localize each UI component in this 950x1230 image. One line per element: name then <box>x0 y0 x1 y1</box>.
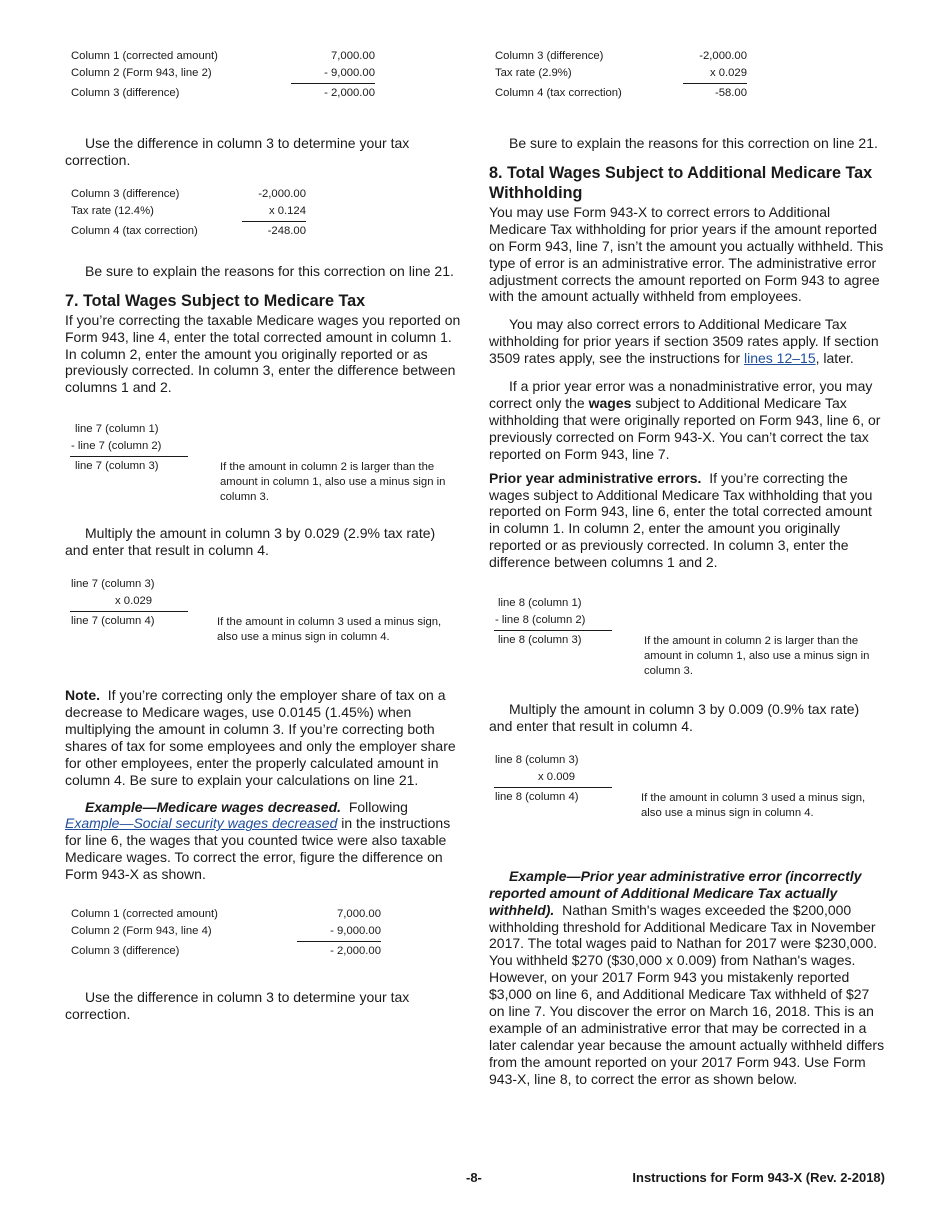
row-label: Tax rate (2.9%) <box>495 67 572 79</box>
formula-result: line 7 (column 3) <box>75 460 159 473</box>
calc-table-tax-correction <box>65 179 306 237</box>
paragraph-explain-reasons: Be sure to explain the reasons for this correction on line 21. <box>509 135 878 151</box>
formula-rule <box>70 611 188 612</box>
table-row <box>489 85 747 102</box>
row-label: Column 3 (difference) <box>495 50 604 62</box>
formula-line-1: line 8 (column 3) <box>495 753 579 766</box>
example-title: Example—Prior year administrative error (incorrectly reported amount of Additional Medicare Tax actually withheld). <box>489 867 862 918</box>
calc-table-medicare-wages-decreased <box>65 901 381 963</box>
nonadmin-post: subject to Additional Medicare Tax withholding that were originally reported on Form 943, line 6, or previously corrected on Form 943-X. You can’t correct the tax reported on Form 943, line 7. <box>489 394 881 462</box>
table-row <box>65 65 375 82</box>
sum-rule <box>683 83 747 84</box>
example-text: Nathan Smith's wages exceeded the $200,000 withholding threshold for Additional Medicare Tax in November 2017. The total wages paid to Nathan for 2017 were $230,000. You withheld $270 ($30,000 x 0.009) from Nathan's wages. However, on your 2017 Form 943 you mistakenly reported $3,000 on line 6, and Additional Medicare Tax withheld of $27 on line 7. You discover the error on March 16, 2018. This is an example of an administrative error that may be corrected in a later calendar year because the amount actually withheld differs from the amount reported on your 2017 Form 943. Use Form 943-X, line 8, to correct the error as shown below. <box>489 901 885 1087</box>
prior-label: Prior year administrative errors. <box>489 469 702 486</box>
note-label: Note. <box>65 687 100 704</box>
page-number: -8- <box>466 1170 482 1185</box>
table-row <box>489 65 747 82</box>
paragraph-use-difference: Use the difference in column 3 to determine your tax correction. <box>65 135 410 168</box>
example-pre: Following <box>348 798 408 815</box>
row-value: 7,000.00 <box>337 908 381 921</box>
paragraph-explain-reasons: Be sure to explain the reasons for this correction on line 21. <box>85 262 454 279</box>
formula-result: line 7 (column 4) <box>71 615 155 628</box>
row-label: Column 4 (tax correction) <box>495 87 622 99</box>
table-row <box>65 943 381 960</box>
row-label: Column 4 (tax correction) <box>71 224 198 237</box>
sum-rule <box>242 221 306 222</box>
row-label: Column 3 (difference) <box>71 187 180 200</box>
formula-block-line8-column3 <box>489 590 885 682</box>
row-value: 7,000.00 <box>331 50 375 62</box>
example-title: Example—Medicare wages decreased. <box>85 798 342 815</box>
formula-result: line 8 (column 3) <box>498 634 582 647</box>
section-7-heading: 7. Total Wages Subject to Medicare Tax <box>65 291 366 310</box>
example-prior-year-paragraph <box>489 868 885 1088</box>
para-3509-pre: You may also correct errors to Additional Medicare Tax withholding for prior years if section 3509 rates apply. If section 3509 rates apply, see the instructions for <box>489 316 879 367</box>
row-label: Column 1 (corrected amount) <box>71 908 218 921</box>
section-8-heading: 8. Total Wages Subject to Additional Medicare Tax Withholding <box>489 163 873 202</box>
table-row <box>65 85 375 102</box>
formula-rule <box>494 787 612 788</box>
formula-note: If the amount in column 2 is larger than the amount in column 1, also use a minus sign in column 3. <box>220 461 446 504</box>
table-row <box>65 203 306 220</box>
formula-block-line7-column4 <box>65 574 461 658</box>
paragraph-nonadministrative-error <box>489 378 885 463</box>
table-row <box>65 923 381 940</box>
prior-year-admin-errors-paragraph <box>489 470 885 571</box>
formula-line-2: - line 8 (column 2) <box>495 614 586 627</box>
row-label: Column 3 (difference) <box>71 945 180 958</box>
formula-line-2: - line 7 (column 2) <box>71 440 162 453</box>
row-value: -248.00 <box>267 224 306 237</box>
calc-table-medicare-difference <box>65 40 375 102</box>
note-text: If you’re correcting only the employer share of tax on a decrease to Medicare wages, use 0.0145 (1.45%) when multiplying the amount in column 3. If you’re correcting both shares of tax for some employees and only the employer share for other employees, enter the properly calculated amount in column 4. Be sure to explain your calculations on line 21. <box>65 687 456 788</box>
formula-rule <box>494 630 612 631</box>
paragraph-use-difference-2: Use the difference in column 3 to determine your tax correction. <box>65 989 410 1022</box>
formula-line-2: x 0.009 <box>538 770 576 783</box>
row-value: - 9,000.00 <box>330 925 381 938</box>
nonadmin-pre: If a prior year error was a nonadministrative error, you may correct only the <box>489 378 873 411</box>
example-post: in the instructions for line 6, the wages that you counted twice were also taxable Medicare wages. To correct the error, figure the difference on Form 943-X as shown. <box>65 815 451 883</box>
calc-table-medicare-tax-correction <box>489 40 747 102</box>
row-value: - 2,000.00 <box>324 87 375 99</box>
note-paragraph <box>65 687 461 788</box>
formula-result: line 8 (column 4) <box>495 790 579 803</box>
left-column <box>65 40 461 1023</box>
example-social-security-link[interactable]: Example—Social security wages decreased <box>65 815 338 832</box>
table-row <box>65 223 306 240</box>
formula-line-1: line 7 (column 3) <box>71 578 155 591</box>
formula-line-1: line 8 (column 1) <box>498 597 582 610</box>
section-7-paragraph: If you’re correcting the taxable Medicare wages you reported on Form 943, line 4, enter the total corrected amount in column 1. In column 2, enter the amount you originally reported or as previously corrected. In column 3, enter the difference between columns 1 and 2. <box>65 311 461 396</box>
table-row <box>65 186 306 203</box>
right-column <box>489 40 885 1088</box>
formula-note: If the amount in column 3 used a minus sign, also use a minus sign in column 4. <box>217 616 442 644</box>
row-value: x 0.029 <box>709 67 747 79</box>
example-paragraph <box>65 799 461 884</box>
formula-rule <box>70 456 188 457</box>
table-row <box>489 48 747 65</box>
formula-block-line7-column3 <box>65 416 461 506</box>
table-row <box>65 906 381 923</box>
row-value: - 2,000.00 <box>330 945 381 958</box>
formula-note: If the amount in column 2 is larger than the amount in column 1, also use a minus sign in column 3. <box>644 635 870 678</box>
row-label: Tax rate (12.4%) <box>71 204 154 217</box>
section-8-paragraph: You may use Form 943-X to correct errors to Additional Medicare Tax withholding for prior years if the amount reported on Form 943, line 7, isn’t the amount you actually withheld. This type of error is an administrative error. The administrative error adjustment corrects the amount reported on Form 943 to agree with the amount actually withheld from employees. <box>489 203 884 305</box>
lines-12-15-link[interactable]: lines 12–15 <box>744 350 816 367</box>
nonadmin-bold: wages <box>588 394 632 411</box>
formula-line-1: line 7 (column 1) <box>75 423 159 436</box>
para-3509-post: , later. <box>815 350 854 367</box>
formula-block-line8-column4 <box>489 750 885 834</box>
paragraph-multiply: Multiply the amount in column 3 by 0.029 (2.9% tax rate) and enter that result in column 4. <box>65 525 436 559</box>
form-title-footer: Instructions for Form 943-X (Rev. 2-2018) <box>632 1170 885 1185</box>
formula-note: If the amount in column 3 used a minus sign, also use a minus sign in column 4. <box>641 791 866 819</box>
formula-line-2: x 0.029 <box>115 595 153 608</box>
paragraph-multiply: Multiply the amount in column 3 by 0.009 (0.9% tax rate) and enter that result in column 4. <box>489 701 860 734</box>
row-value: - 9,000.00 <box>324 67 375 79</box>
row-value: -2,000.00 <box>699 50 747 62</box>
row-label: Column 2 (Form 943, line 2) <box>71 67 212 79</box>
row-label: Column 3 (difference) <box>71 87 180 99</box>
sum-rule <box>291 83 375 84</box>
prior-text: If you’re correcting the wages subject to Additional Medicare Tax withholding that you reported on Form 943, line 6, enter the total corrected amount in column 1. In column 2, enter the amount you originally reported or as previously corrected. In column 3, enter the difference between columns 1 and 2. <box>489 469 873 571</box>
row-value: -2,000.00 <box>258 187 306 200</box>
paragraph-section-3509 <box>489 316 885 367</box>
sum-rule <box>297 941 381 942</box>
row-label: Column 1 (corrected amount) <box>71 50 218 62</box>
row-value: -58.00 <box>714 87 747 99</box>
table-row <box>65 48 375 65</box>
row-value: x 0.124 <box>268 204 306 217</box>
row-label: Column 2 (Form 943, line 4) <box>71 925 212 938</box>
